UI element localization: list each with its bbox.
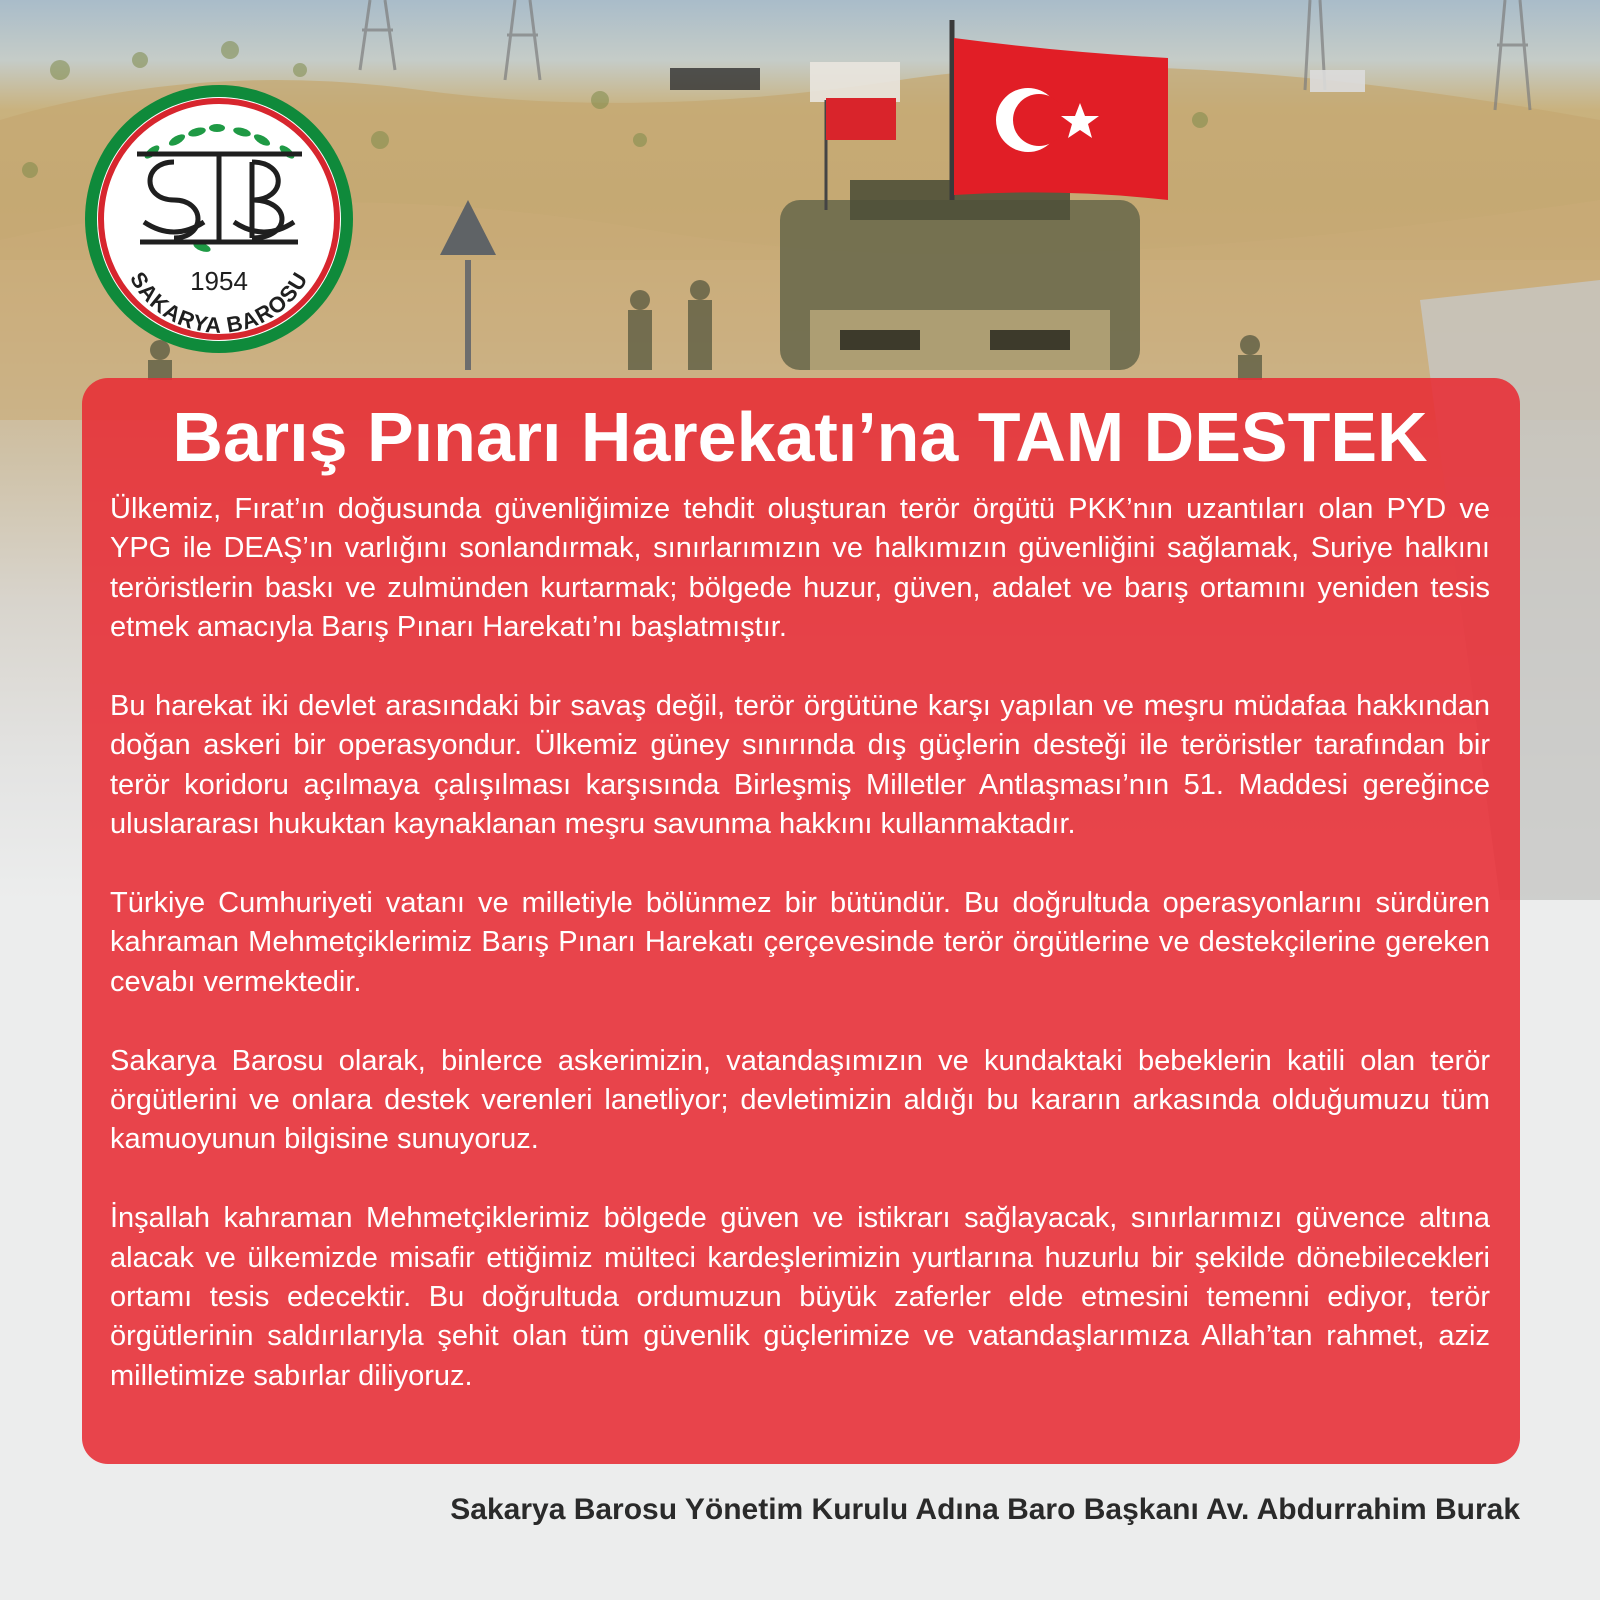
paragraph-3: Türkiye Cumhuriyeti vatanı ve milletiyle bölünmez bir bütündür. Bu doğrultuda operasyonlarını sürdüren kahraman Mehmetçiklerimiz Barış Pınarı Harekatı çerçevesinde terör örgütlerine ve destekçilerine gereken cevabı vermektedir. [110, 887, 1490, 998]
signature-line: Sakarya Barosu Yönetim Kurulu Adına Baro Başkanı Av. Abdurrahim Burak [450, 1493, 1520, 1526]
paragraph-1: Ülkemiz, Fırat’ın doğusunda güvenliğimize tehdit oluşturan terör örgütü PKK’nın uzantıları olan PYD ve YPG ile DEAŞ’ın varlığını sonlandırmak, sınırlarımızın ve halkımızın güvenliğini sağlamak, Suriye halkını teröristlerin baskı ve zulmünden kurtarmak; bölgede huzur, güven, adalet ve barış ortamını yeniden tesis etmek amacıyla Barış Pınarı Harekatı’nı başlatmıştır. [110, 493, 1490, 644]
statement-body [110, 490, 1490, 1436]
paragraph-4: Sakarya Barosu olarak, binlerce askerimizin, vatandaşımızın ve kundaktaki bebeklerin katili olan terör örgütlerini ve onlara destek verenleri lanetliyor; devletimizin aldığı bu kararın arkasında olduğumuzu tüm kamuoyunun bilgisine sunuyoruz. [110, 1044, 1490, 1156]
sakarya-barosu-logo [82, 82, 356, 356]
logo-year: 1954 [190, 266, 248, 296]
page-title: Barış Pınarı Harekatı’na TAM DESTEK [172, 398, 1428, 476]
turkish-flag-icon [952, 20, 1168, 200]
paragraph-5: İnşallah kahraman Mehmetçiklerimiz bölgede güven ve istikrarı sağlayacak, sınırlarımızı güvence altına alacak ve ülkemizde misafir ettiğimiz mülteci kardeşlerimizin yurtlarına huzurlu bir şekilde dönebilecekleri ortamı tesis edecektir. Bu doğrultuda ordumuzun büyük zaferler elde etmesini temenni ediyor, terör örgütlerinin saldırılarıyla şehit olan tüm güvenlik güçlerimize ve vatandaşlarımıza Allah’tan rahmet, aziz milletimize sabırlar diliyoruz. [110, 1202, 1490, 1392]
logo-name: SAKARYA BAROSU [125, 267, 313, 338]
paragraph-2: Bu harekat iki devlet arasındaki bir savaş değil, terör örgütüne karşı yapılan ve meşru müdafaa hakkından doğan askeri bir operasyondur. Ülkemiz güney sınırında dış güçlerin desteği ile teröristler tarafından bir terör koridoru açılmaya çalışılması karşısında Birleşmiş Milletler Antlaşması’nın 51. Maddesi gereğince uluslararası hukuktan kaynaklanan meşru savunma hakkını kullanmaktadır. [110, 690, 1490, 841]
armored-vehicle-icon [780, 180, 1140, 370]
